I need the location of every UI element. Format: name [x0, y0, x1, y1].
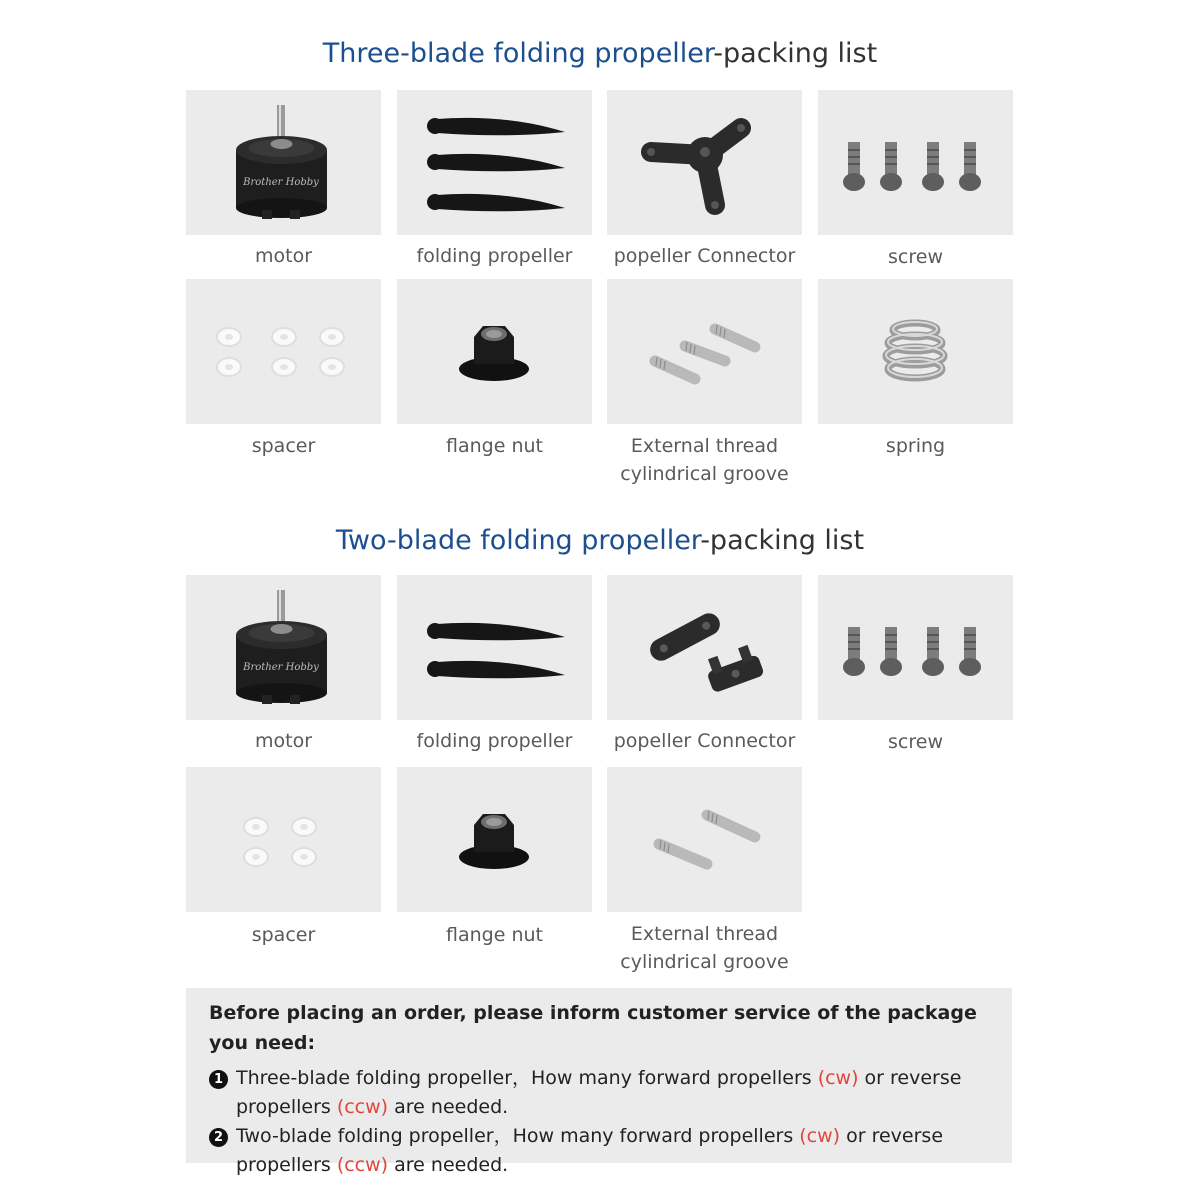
propeller-blades-icon: [397, 90, 592, 235]
notice-item: [209, 1122, 990, 1180]
flange-nut-icon: [397, 279, 592, 424]
notice-item-text: or reverse propellers: [236, 1067, 962, 1118]
cw-label: (cw): [799, 1125, 841, 1147]
screw-icon: [818, 575, 1013, 720]
item-label: popeller Connector: [613, 245, 796, 267]
pin-tile: [607, 767, 802, 912]
item-label: screw: [888, 246, 943, 268]
motor-tile: [186, 575, 381, 720]
flange-nut-tile: [397, 767, 592, 912]
ccw-label: (ccw): [336, 1154, 389, 1176]
connector-tile: [607, 575, 802, 720]
motor-icon: [186, 90, 381, 235]
item-label: motor: [254, 730, 313, 752]
item-label: spacer: [251, 924, 316, 946]
item-label: motor: [254, 245, 313, 267]
item-label: External thread cylindrical groove: [620, 435, 789, 485]
notice-item-text: are needed.: [388, 1096, 509, 1118]
flange-nut-icon: [397, 767, 592, 912]
connector-icon: [607, 90, 802, 235]
two-blade-title-highlight: Two-blade folding propeller: [335, 525, 701, 556]
folding-propeller-tile: [397, 90, 592, 235]
notice-item-text: are needed.: [388, 1154, 509, 1176]
three-blade-section-title: [0, 37, 1200, 71]
cw-label: (cw): [817, 1067, 859, 1089]
notice-item-lead: Three-blade folding propeller，: [236, 1067, 532, 1089]
item-label: popeller Connector: [613, 730, 796, 752]
ccw-label: (ccw): [336, 1096, 389, 1118]
propeller-blades-icon: [397, 575, 592, 720]
number-badge-2: 2: [209, 1128, 228, 1147]
three-blade-title-rest: -packing list: [713, 38, 878, 69]
spacer-icon: [186, 767, 381, 912]
item-label: flange nut: [446, 924, 543, 946]
pin-icon: [607, 279, 802, 424]
screw-icon: [818, 90, 1013, 235]
order-notice-box: [186, 988, 1012, 1176]
item-label: spring: [885, 435, 946, 457]
item-label: screw: [888, 731, 943, 753]
motor-tile: [186, 90, 381, 235]
motor-icon: [186, 575, 381, 720]
spacer-tile: [186, 279, 381, 424]
item-label: spacer: [251, 435, 316, 457]
screw-tile: [818, 90, 1013, 235]
notice-heading: Before placing an order, please inform customer service of the package you need:: [209, 1002, 977, 1054]
motor-brand-text: Brother Hobby: [243, 662, 319, 673]
motor-brand-text: Brother Hobby: [243, 177, 319, 188]
spring-icon: [818, 279, 1013, 424]
flange-nut-tile: [397, 279, 592, 424]
item-label: folding propeller: [416, 730, 573, 752]
item-label: External thread cylindrical groove: [620, 923, 789, 973]
connector-icon: [607, 575, 802, 720]
two-blade-section-title: [0, 524, 1200, 558]
item-label: folding propeller: [416, 245, 573, 267]
item-label: flange nut: [446, 435, 543, 457]
notice-item-text: How many forward propellers: [512, 1125, 800, 1147]
connector-tile: [607, 90, 802, 235]
screw-tile: [818, 575, 1013, 720]
notice-item-lead: Two-blade folding propeller，: [236, 1125, 513, 1147]
two-blade-title-rest: -packing list: [700, 525, 865, 556]
folding-propeller-tile: [397, 575, 592, 720]
spring-tile: [818, 279, 1013, 424]
spacer-icon: [186, 279, 381, 424]
pin-tile: [607, 279, 802, 424]
number-badge-1: 1: [209, 1070, 228, 1089]
notice-item-text: How many forward propellers: [531, 1067, 818, 1089]
three-blade-title-highlight: Three-blade folding propeller: [322, 38, 714, 69]
notice-item-text: or reverse propellers: [236, 1125, 944, 1176]
pin-icon: [607, 767, 802, 912]
spacer-tile: [186, 767, 381, 912]
notice-item: [209, 1064, 990, 1122]
